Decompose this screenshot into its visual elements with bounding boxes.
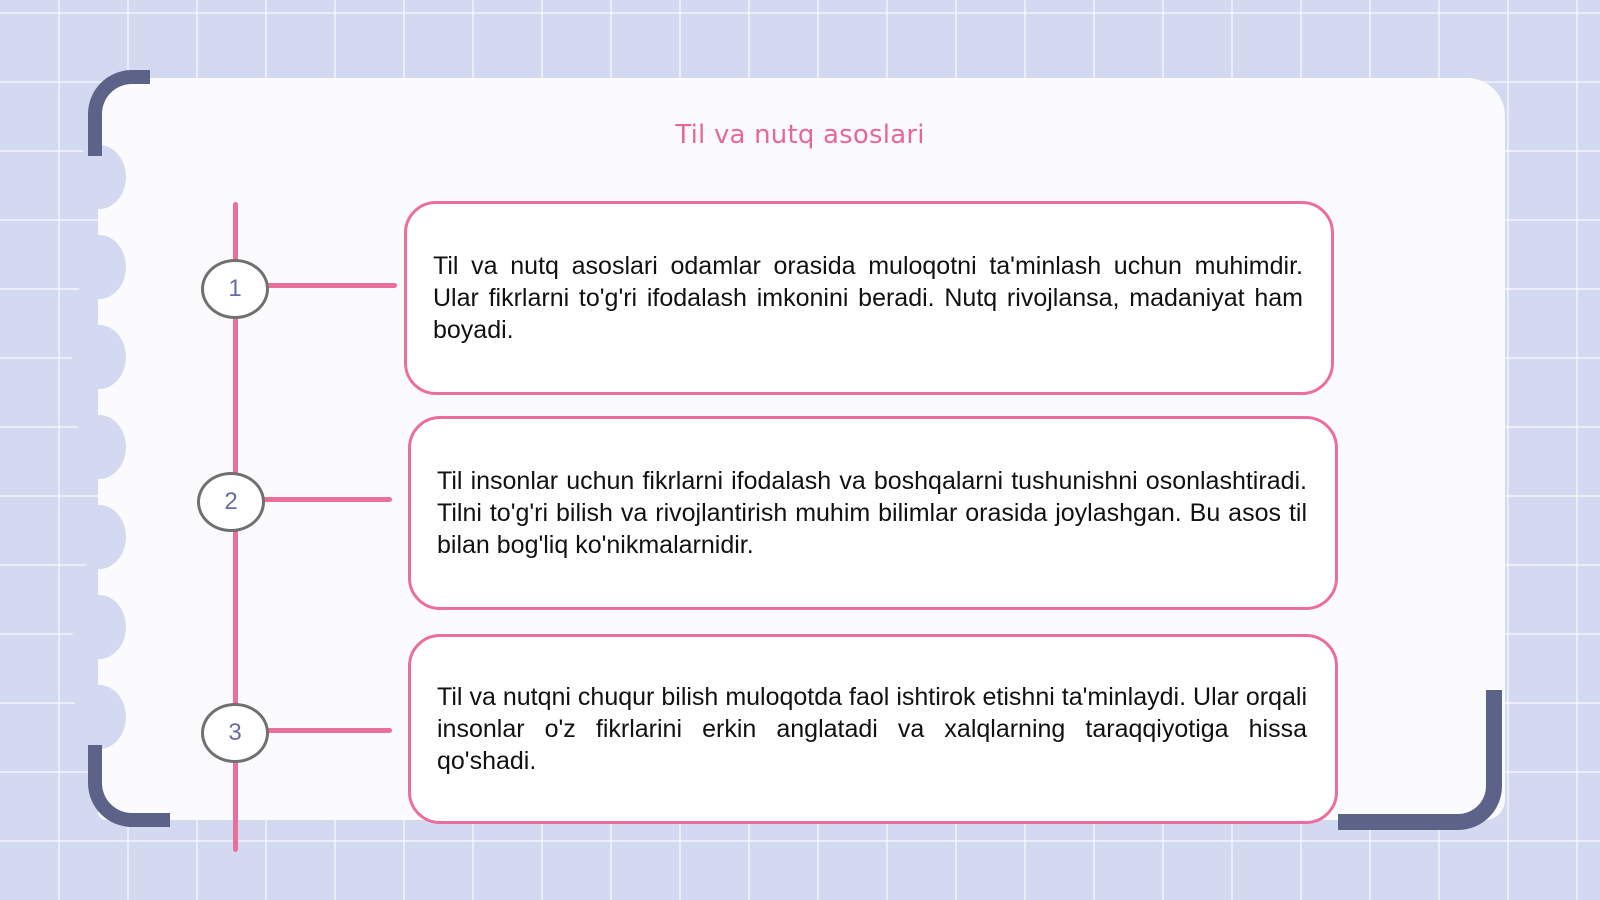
step-card: [408, 416, 1338, 610]
slide-title: Til va nutq asoslari: [675, 120, 925, 150]
binder-notch: [72, 685, 126, 749]
frame-corner-bottom-right: [1338, 690, 1502, 830]
step-number: 1: [228, 275, 242, 302]
binder-notch: [72, 415, 126, 479]
binder-notch: [72, 595, 126, 659]
step-card-text: Til insonlar uchun fikrlarni ifodalash va boshqalarni tushunishni osonlashtiradi. Tilni to'g'ri bilish va rivojlantirish muhim bilimlar orasida joylashgan. Bu asos til bilan bog'liq ko'nikmalarnidir.: [437, 467, 1307, 559]
frame-corner-top-left: [88, 70, 150, 156]
step-card: [404, 201, 1334, 395]
step-number-badge: [197, 472, 265, 532]
step-card-text: Til va nutq asoslari odamlar orasida muloqotni ta'minlash uchun muhimdir. Ular fikrlarni to'g'ri ifodalash imkonini beradi. Nutq rivojlansa, madaniyat ham boyadi.: [433, 252, 1303, 344]
step-number-badge: [201, 259, 269, 319]
timeline-connector: [265, 728, 392, 733]
step-card-text: Til va nutqni chuqur bilish muloqotda faol ishtirok etishni ta'minlaydi. Ular orqali insonlar o'z fikrlarini erkin anglatadi va xalqlarning taraqqiyotiga hissa qo'shadi.: [437, 683, 1307, 775]
timeline-connector: [265, 283, 397, 288]
binder-notch: [72, 235, 126, 299]
timeline-connector: [262, 497, 392, 502]
step-number: 2: [224, 488, 238, 515]
step-number: 3: [228, 719, 242, 746]
step-number-badge: [201, 703, 269, 763]
binder-notch: [72, 325, 126, 389]
step-card: [408, 634, 1338, 824]
binder-notch: [72, 505, 126, 569]
